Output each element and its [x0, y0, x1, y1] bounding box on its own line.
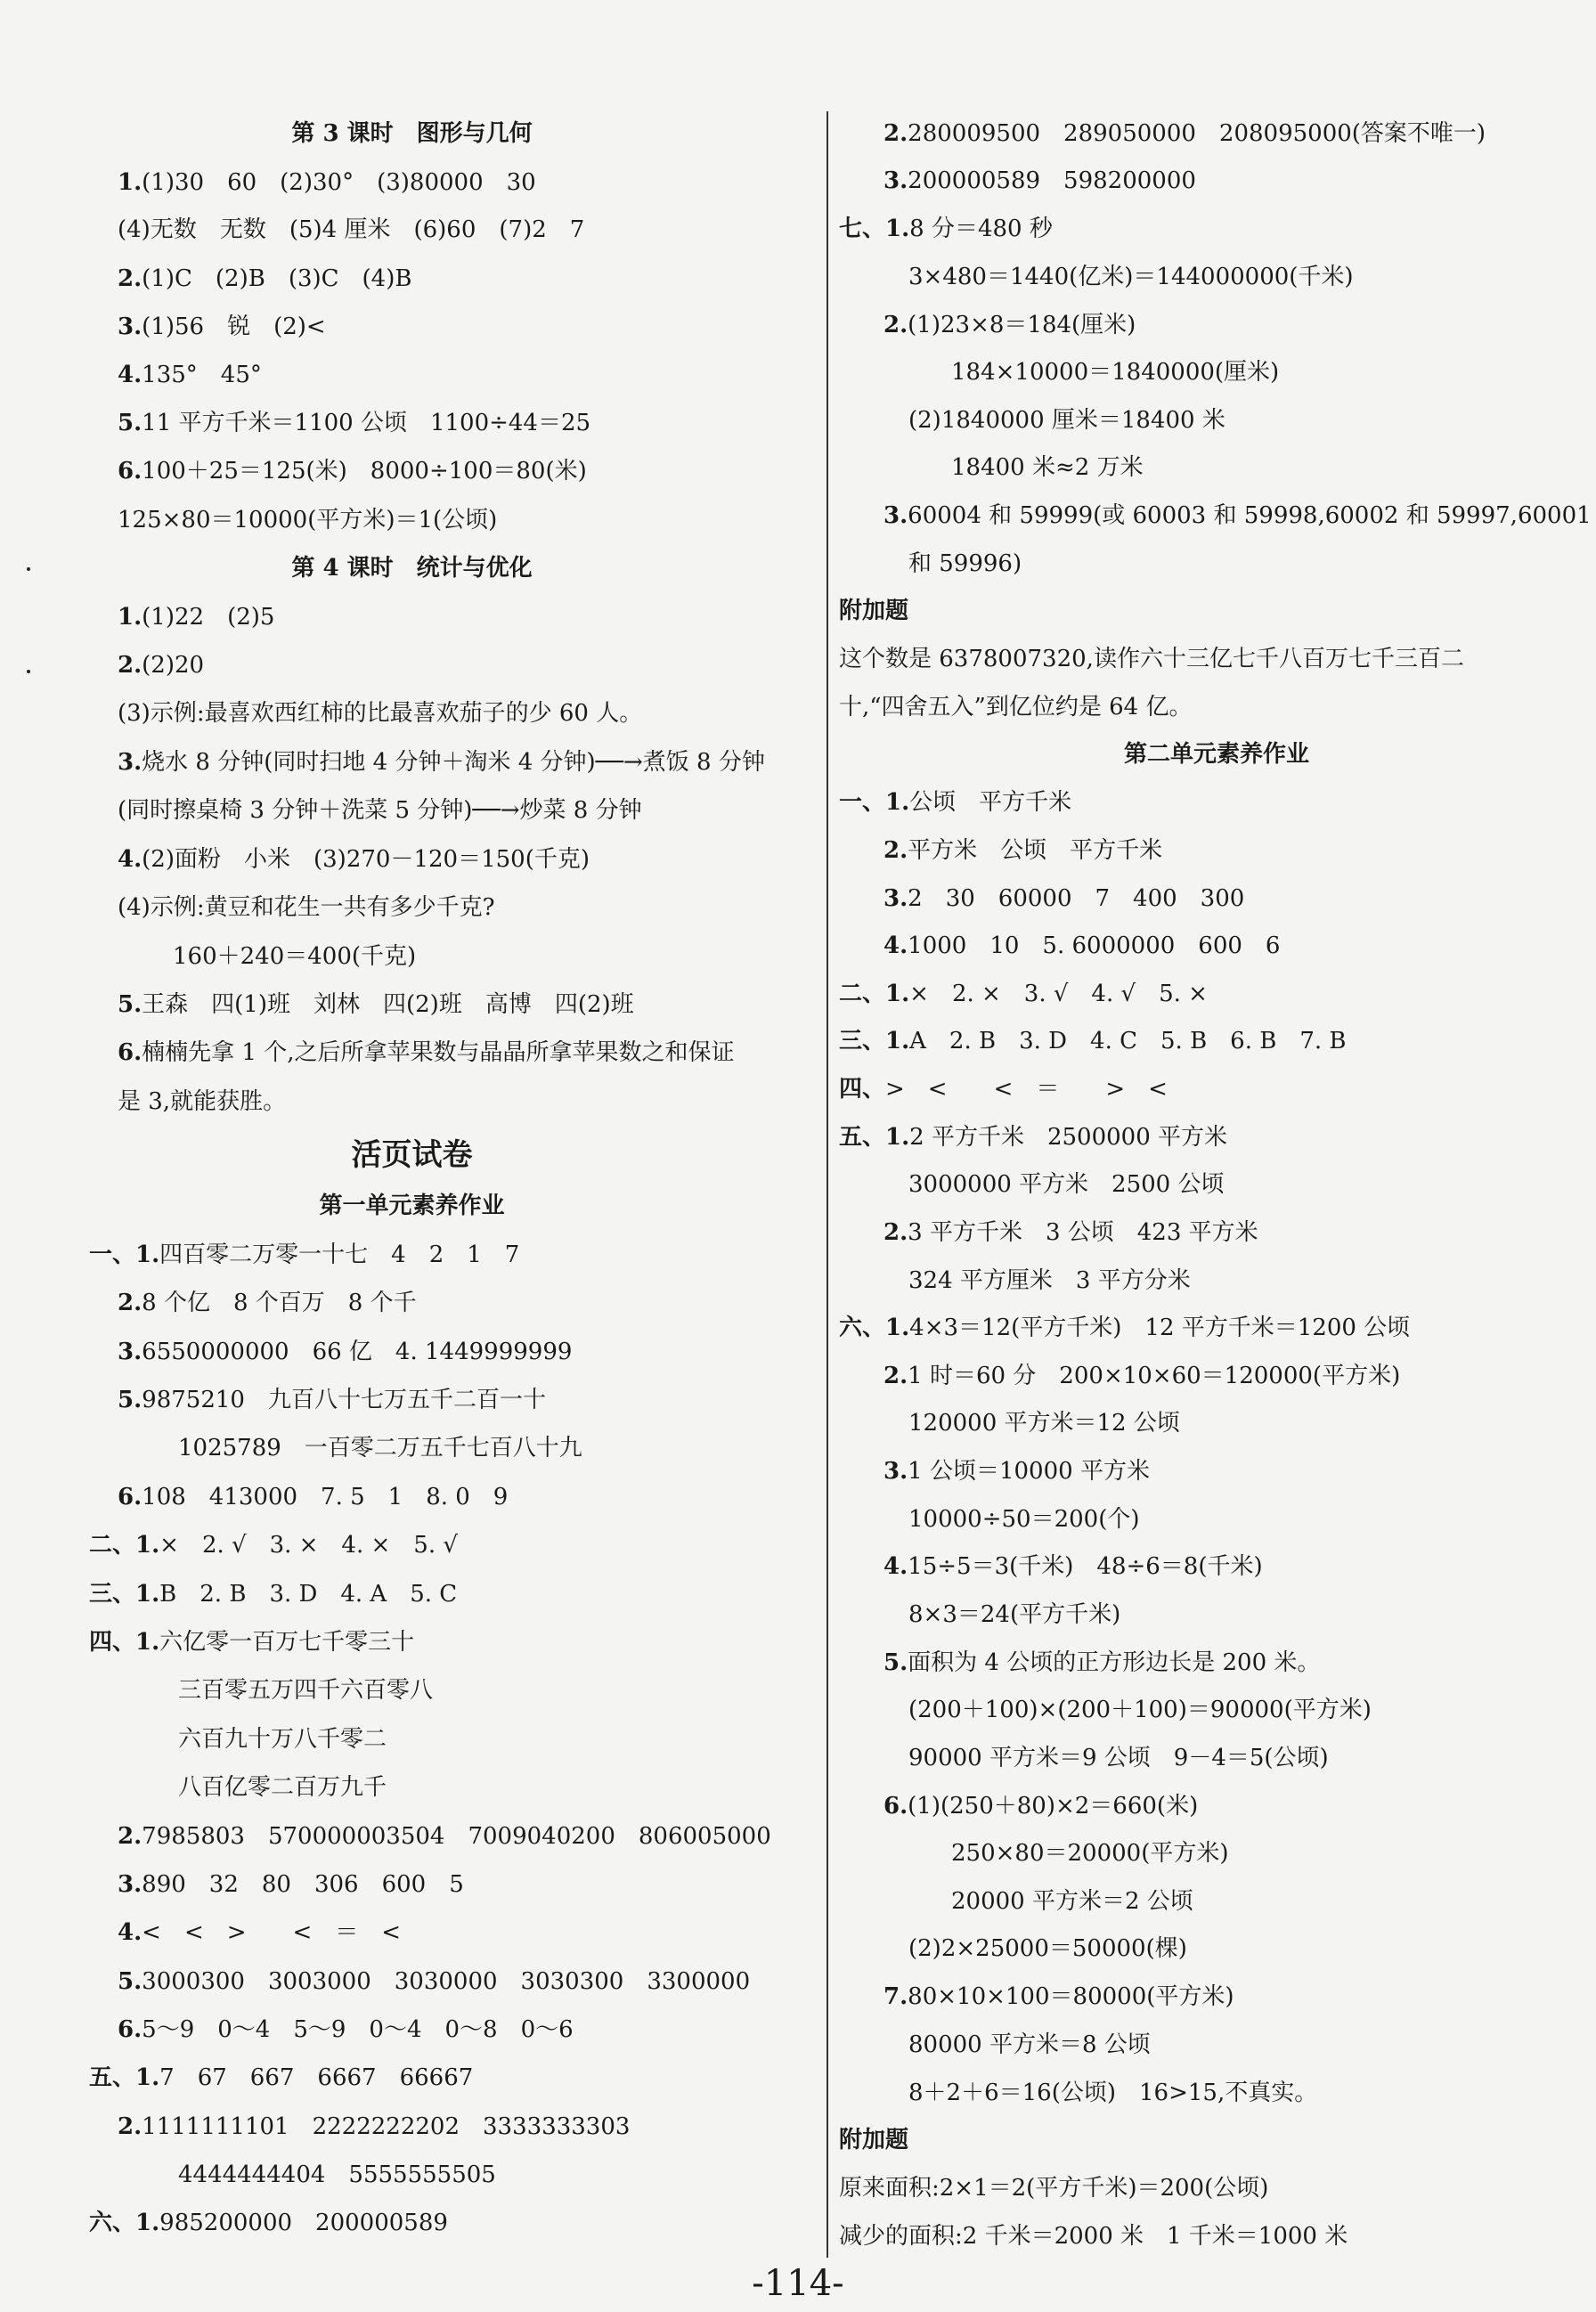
answer-line: [118, 601, 274, 633]
answer-text: 8×3＝24(平方千米): [908, 1601, 1121, 1628]
answer-text: 20000 平方米＝2 公顷: [951, 1888, 1193, 1915]
answer-line: [118, 504, 497, 536]
answer-line: [884, 165, 1196, 197]
question-number: 三、1.: [839, 1028, 910, 1054]
answer-line: [884, 1981, 1234, 2013]
answer-text: (1)56 锐 (2)<: [142, 313, 326, 340]
answer-line: [118, 794, 642, 826]
answer-text: 楠楠先拿 1 个,之后所拿苹果数与晶晶所拿苹果数之和保证: [142, 1039, 735, 1066]
question-number: 5.: [884, 1649, 908, 1676]
answer-text: (3)示例:最喜欢西红柿的比最喜欢茄子的少 60 人。: [118, 700, 643, 727]
answer-text: (4)示例:黄豆和花生一共有多少千克?: [118, 894, 495, 921]
answer-text: 这个数是 6378007320,读作六十三亿七千八百万七千三百二: [839, 646, 1464, 672]
answer-line: [89, 1626, 414, 1658]
answer-line: [839, 1312, 1410, 1344]
question-number: 6.: [118, 458, 142, 484]
answer-line: [89, 1239, 519, 1271]
answer-text: 120000 平方米＝12 公顷: [908, 1410, 1180, 1437]
answer-text: 和 59996): [908, 550, 1022, 577]
section-heading: 第一单元素养作业: [319, 1193, 505, 1219]
answer-line: [839, 1073, 1168, 1105]
extra-question-heading: 附加题: [839, 2127, 909, 2153]
question-number: 5.: [118, 991, 142, 1018]
question-number: 2.: [118, 2113, 142, 2140]
answer-text: < < > < ＝ <: [142, 1919, 402, 1946]
answer-line: [951, 452, 1144, 484]
answer-text: 3 平方千米 3 公顷 423 平方米: [908, 1219, 1258, 1246]
answer-text: (2)2×25000＝50000(棵): [908, 1935, 1187, 1962]
answer-line: [839, 2220, 1348, 2252]
answer-line: [908, 1599, 1120, 1631]
question-number: 4.: [118, 362, 142, 388]
answer-text: 7 67 667 6667 66667: [159, 2064, 474, 2091]
answer-line: [908, 2077, 1317, 2109]
answer-text: 324 平方厘米 3 平方分米: [908, 1267, 1191, 1294]
answer-text: 184×10000＝1840000(厘米): [951, 359, 1280, 386]
answer-text: > < < ＝ > <: [885, 1076, 1168, 1103]
question-number: 五、1.: [839, 1124, 910, 1151]
question-number: 一、1.: [839, 789, 910, 816]
question-number: 2.: [884, 1363, 908, 1389]
answer-text: 200000589 598200000: [908, 167, 1196, 194]
question-number: 七、1.: [839, 216, 910, 242]
answer-text: 六百九十万八千零二: [178, 1726, 387, 1753]
answer-line: [908, 548, 1022, 580]
question-number: 7.: [884, 1983, 908, 2010]
answer-line: [118, 1820, 771, 1852]
answer-text: 面积为 4 公顷的正方形边长是 200 米。: [908, 1649, 1321, 1676]
answer-text: 80000 平方米＝8 公顷: [908, 2031, 1151, 2058]
answer-text: 5～9 0～4 5～9 0～4 0～8 0～6: [142, 2016, 574, 2043]
question-number: 3.: [118, 749, 142, 776]
question-number: 3.: [118, 313, 142, 340]
answer-line: [839, 786, 1071, 818]
answer-line: [118, 843, 590, 875]
answer-text: 三百零五万四千六百零八: [178, 1677, 434, 1704]
answer-text: 王森 四(1)班 刘林 四(2)班 高博 四(2)班: [142, 991, 634, 1018]
answer-line: [178, 2159, 496, 2191]
answer-line: [118, 989, 634, 1021]
answer-line: [908, 1742, 1329, 1774]
answer-line: [118, 455, 587, 487]
question-number: 6.: [118, 2016, 142, 2043]
answer-line: [178, 1771, 387, 1803]
answer-line: [951, 356, 1279, 388]
answer-line: [118, 311, 326, 343]
answer-line: [118, 1336, 572, 1368]
answer-text: 10000÷50＝200(个): [908, 1506, 1140, 1533]
question-number: 3.: [118, 1871, 142, 1898]
answer-text: 1 时＝60 分 200×10×60＝120000(平方米): [908, 1363, 1401, 1389]
answer-text: (1)23×8＝184(厘米): [908, 312, 1136, 338]
answer-text: 135° 45°: [142, 362, 262, 388]
answer-text: (同时擦桌椅 3 分钟＋洗菜 5 分钟)──→炒菜 8 分钟: [118, 797, 642, 824]
answer-text: (2)面粉 小米 (3)270－120＝150(千克): [142, 846, 590, 873]
answer-text: 2 平方千米 2500000 平方米: [909, 1124, 1228, 1151]
answer-line: [89, 1529, 458, 1561]
answer-text: 80×10×100＝80000(平方米): [908, 1983, 1234, 2010]
answer-text: 6550000000 66 亿 4. 1449999999: [142, 1339, 573, 1365]
answer-line: [89, 2207, 448, 2239]
question-number: 4.: [118, 846, 142, 873]
question-number: 5.: [118, 1968, 142, 1995]
question-number: 二、1.: [839, 981, 910, 1007]
answer-line: [118, 1384, 546, 1416]
answer-text: (1)C (2)B (3)C (4)B: [142, 265, 412, 292]
answer-line: [951, 1837, 1229, 1869]
question-number: 4.: [884, 1553, 908, 1580]
question-number: 二、1.: [89, 1532, 160, 1559]
answer-text: 1000 10 5. 6000000 600 6: [908, 932, 1281, 959]
answer-line: [951, 1885, 1193, 1917]
answer-text: 7985803 570000003504 7009040200 806005000: [142, 1823, 771, 1850]
answer-text: 8 个亿 8 个百万 8 个千: [142, 1290, 417, 1316]
question-number: 2.: [118, 1290, 142, 1316]
answer-line: [839, 643, 1464, 675]
answer-text: 4444444404 5555555505: [178, 2161, 496, 2188]
question-number: 3.: [884, 167, 908, 194]
answer-text: 60004 和 59999(或 60003 和 59998,60002 和 59997,60001: [908, 502, 1592, 529]
answer-text: 9875210 九百八十七万五千二百一十: [142, 1387, 546, 1413]
answer-line: [118, 1966, 750, 1998]
answer-text: 8＋2＋6＝16(公顷) 16>15,不真实。: [908, 2080, 1318, 2106]
answer-line: [178, 1723, 387, 1755]
answer-line: [178, 1674, 433, 1706]
question-number: 四、1.: [89, 1629, 160, 1656]
section-heading: 第 3 课时 图形与几何: [291, 120, 533, 147]
margin-dot: [27, 670, 30, 673]
answer-text: 3000300 3003000 3030000 3030300 3300000: [142, 1968, 751, 1995]
answer-line: [884, 1217, 1258, 1249]
answer-text: 15÷5＝3(千米) 48÷6＝8(千米): [908, 1553, 1263, 1580]
answer-line: [118, 1086, 286, 1118]
answer-text: 280009500 289050000 208095000(答案不唯一): [908, 120, 1486, 147]
question-number: 2.: [884, 120, 908, 147]
answer-line: [908, 1503, 1140, 1535]
answer-line: [118, 1868, 464, 1901]
answer-text: 1025789 一百零二万五千七百八十九: [178, 1435, 582, 1461]
answer-line: [884, 1790, 1198, 1822]
answer-line: [118, 891, 495, 924]
question-number: 6.: [884, 1793, 908, 1819]
page-number: -114-: [752, 2263, 844, 2304]
answer-text: × 2. √ 3. × 4. × 5. √: [159, 1532, 458, 1559]
answer-line: [118, 167, 536, 199]
answer-line: [118, 2111, 630, 2143]
answer-line: [884, 1647, 1320, 1679]
answer-text: A 2. B 3. D 4. C 5. B 6. B 7. B: [909, 1028, 1347, 1054]
answer-line: [118, 263, 411, 295]
question-number: 4.: [118, 1919, 142, 1946]
answer-line: [908, 1265, 1191, 1297]
question-number: 1.: [118, 604, 142, 631]
answer-text: 985200000 200000589: [159, 2210, 448, 2236]
answer-text: × 2. × 3. √ 4. √ 5. ×: [909, 981, 1208, 1007]
answer-text: 六亿零一百万七千零三十: [159, 1629, 415, 1656]
answer-line: [178, 1432, 582, 1464]
question-number: 2.: [884, 837, 908, 864]
question-number: 5.: [118, 1387, 142, 1413]
answer-text: 2 30 60000 7 400 300: [908, 885, 1245, 912]
question-number: 六、1.: [839, 1315, 910, 1341]
section-heading: 第 4 课时 统计与优化: [291, 555, 533, 582]
answer-text: (1)30 60 (2)30° (3)80000 30: [142, 169, 536, 196]
question-number: 1.: [118, 169, 142, 196]
answer-line: [908, 2029, 1151, 2061]
answer-line: [908, 1407, 1180, 1439]
question-number: 四、: [839, 1076, 886, 1103]
answer-line: [839, 213, 1053, 245]
question-number: 2.: [884, 1219, 908, 1246]
answer-text: 八百亿零二百万九千: [178, 1774, 387, 1801]
answer-line: [884, 883, 1244, 915]
section-heading: 第二单元素养作业: [1123, 741, 1309, 768]
question-number: 五、1.: [89, 2064, 160, 2091]
answer-text: 90000 平方米＝9 公顷 9－4＝5(公顷): [908, 1745, 1329, 1771]
question-number: 6.: [118, 1039, 142, 1066]
answer-line: [118, 649, 204, 681]
question-number: 2.: [884, 312, 908, 338]
answer-text: 4×3＝12(平方千米) 12 平方千米＝1200 公顷: [909, 1315, 1411, 1341]
question-number: 六、1.: [89, 2210, 160, 2236]
question-number: 3.: [884, 502, 908, 529]
answer-text: 四百零二万零一十七 4 2 1 7: [159, 1241, 520, 1268]
answer-text: (4)无数 无数 (5)4 厘米 (6)60 (7)2 7: [118, 216, 585, 243]
answer-line: [884, 1551, 1263, 1583]
answer-text: 原来面积:2×1＝2(平方千米)＝200(公顷): [839, 2175, 1269, 2202]
answer-text: (2)1840000 厘米＝18400 米: [908, 407, 1226, 434]
answer-text: 3×480＝1440(亿米)＝144000000(千米): [908, 264, 1354, 290]
answer-text: (1)(250＋80)×2＝660(米): [908, 1793, 1199, 1819]
margin-dot: [27, 567, 30, 571]
answer-line: [839, 1025, 1347, 1057]
answer-line: [884, 1455, 1150, 1487]
answer-line: [839, 691, 1192, 723]
question-number: 2.: [118, 652, 142, 679]
answer-text: 11 平方千米＝1100 公顷 1100÷44＝25: [142, 410, 591, 436]
question-number: 2.: [118, 265, 142, 292]
question-number: 4.: [884, 932, 908, 959]
answer-line: [908, 261, 1354, 293]
answer-line: [908, 404, 1226, 436]
question-number: 5.: [118, 410, 142, 436]
answer-text: 减少的面积:2 千米＝2000 米 1 千米＝1000 米: [839, 2223, 1348, 2250]
extra-question-heading: 附加题: [839, 598, 909, 624]
answer-line: [839, 2172, 1268, 2204]
answer-line: [118, 407, 590, 439]
question-number: 3.: [118, 1339, 142, 1365]
answer-line: [839, 978, 1208, 1010]
answer-line: [118, 1481, 508, 1513]
answer-text: 250×80＝20000(平方米): [951, 1840, 1229, 1867]
question-number: 3.: [884, 885, 908, 912]
answer-line: [884, 118, 1486, 150]
answer-text: 是 3,就能获胜。: [118, 1088, 287, 1115]
answer-text: 1111111101 2222222202 3333333303: [142, 2113, 631, 2140]
answer-text: 125×80＝10000(平方米)＝1(公顷): [118, 507, 498, 533]
answer-line: [118, 746, 765, 778]
question-number: 2.: [118, 1823, 142, 1850]
answer-text: 1 公顷＝10000 平方米: [908, 1458, 1150, 1485]
question-number: 6.: [118, 1484, 142, 1510]
answer-line: [89, 1578, 457, 1610]
answer-line: [118, 359, 262, 391]
answer-text: 108 413000 7. 5 1 8. 0 9: [142, 1484, 509, 1510]
answer-text: 890 32 80 306 600 5: [142, 1871, 464, 1898]
answer-line: [884, 930, 1280, 962]
answer-line: [150, 940, 416, 973]
answer-line: [118, 1917, 401, 1949]
answer-line: [118, 697, 642, 729]
answer-text: 烧水 8 分钟(同时扫地 4 分钟＋淘米 4 分钟)──→煮饭 8 分钟: [142, 749, 765, 776]
answer-line: [118, 2014, 574, 2046]
answer-line: [884, 1360, 1400, 1392]
answer-text: 公顷 平方千米: [909, 789, 1072, 816]
answer-text: (2)20: [142, 652, 205, 679]
answer-text: 平方米 公顷 平方千米: [908, 837, 1163, 864]
answer-text: 3000000 平方米 2500 公顷: [908, 1171, 1225, 1198]
answer-text: 100＋25＝125(米) 8000÷100＝80(米): [142, 458, 587, 484]
answer-line: [908, 1933, 1187, 1965]
answer-text: (200＋100)×(200＋100)＝90000(平方米): [908, 1697, 1372, 1723]
answer-text: B 2. B 3. D 4. A 5. C: [159, 1581, 458, 1608]
answer-line: [839, 1121, 1227, 1153]
answer-line: [118, 214, 584, 246]
answer-line: [89, 2062, 473, 2094]
answer-text: (1)22 (2)5: [142, 604, 275, 631]
answer-line: [908, 1694, 1372, 1726]
answer-text: 160＋240＝400(千克): [150, 943, 417, 970]
question-number: 一、1.: [89, 1241, 160, 1268]
answer-line: [884, 834, 1162, 867]
answer-line: [884, 309, 1136, 341]
answer-text: 十,“四舍五入”到亿位约是 64 亿。: [839, 694, 1193, 720]
answer-line: [908, 1168, 1225, 1201]
column-divider: [826, 111, 828, 2258]
answer-text: 8 分＝480 秒: [909, 216, 1053, 242]
answer-line: [118, 1287, 417, 1319]
question-number: 三、1.: [89, 1581, 160, 1608]
question-number: 3.: [884, 1458, 908, 1485]
answer-line: [118, 1037, 735, 1069]
answer-text: 18400 米≈2 万米: [951, 454, 1144, 481]
answer-line: [884, 500, 1592, 532]
section-title: 活页试卷: [351, 1137, 473, 1173]
